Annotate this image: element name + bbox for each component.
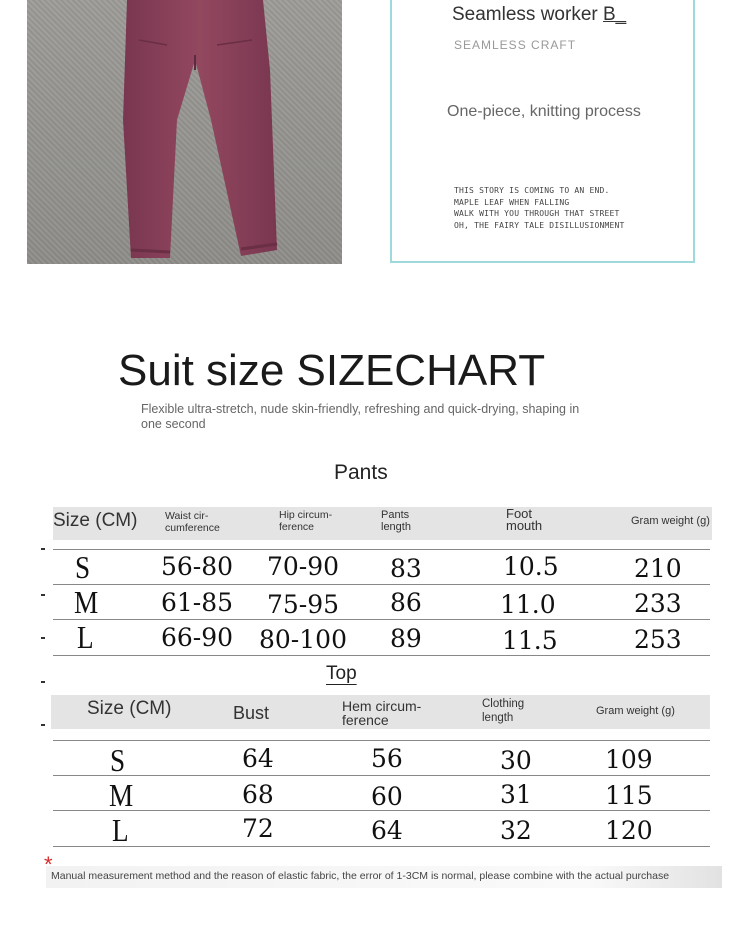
pants-length-l: 89 [390, 624, 422, 653]
pants-hip-s: 70-90 [267, 552, 340, 581]
top-header-row [51, 695, 710, 729]
pants-hip-l: 80-100 [259, 625, 347, 654]
top-size-s: S [110, 742, 126, 778]
pants-divider [53, 619, 710, 620]
top-size-m: M [109, 777, 134, 813]
story-line: WALK WITH YOU THROUGH THAT STREET [454, 209, 620, 218]
pants-divider [53, 655, 710, 656]
pants-header-row [53, 507, 712, 540]
top-weight-s: 109 [605, 745, 653, 774]
top-header-weight: Gram weight (g) [596, 705, 675, 717]
page-description: Flexible ultra-stretch, nude skin-friendly, refreshing and quick-drying, shaping in one second [141, 402, 580, 431]
card-title-text: Seamless worker [452, 4, 598, 25]
pants-length-m: 86 [390, 588, 422, 617]
story-line: THIS STORY IS COMING TO AN END. [454, 186, 610, 195]
top-divider [53, 846, 710, 847]
top-bust-l: 72 [242, 814, 274, 843]
top-header-hem: Hem circum- ference [342, 698, 422, 728]
top-weight-l: 120 [605, 816, 653, 845]
pants-header-waist: Waist cir- cumference [165, 510, 220, 534]
row-marker [41, 548, 45, 550]
row-marker [41, 594, 45, 596]
pants-header-size: Size (CM) [53, 510, 138, 531]
pants-header-weight: Gram weight (g) [631, 515, 710, 527]
pants-size-s: S [75, 549, 91, 585]
top-hem-m: 60 [371, 782, 403, 811]
pants-weight-m: 233 [634, 589, 682, 618]
card-title [452, 4, 626, 26]
pants-foot-l: 11.5 [502, 626, 558, 655]
pants-header-foot: Foot mouth [506, 506, 543, 533]
top-length-m: 31 [500, 780, 532, 809]
pants-size-m: M [74, 584, 99, 620]
pants-divider [53, 584, 710, 585]
row-marker [41, 637, 45, 639]
story-line: OH, THE FAIRY TALE DISILLUSIONMENT [454, 220, 625, 230]
pants-weight-s: 210 [634, 554, 682, 583]
pants-size-l: L [77, 619, 94, 655]
top-bust-s: 64 [242, 744, 274, 773]
top-size-l: L [112, 812, 129, 848]
card-subtitle: SEAMLESS CRAFT [454, 38, 577, 52]
pants-waist-m: 61-85 [161, 588, 234, 617]
top-header-bust: Bust [233, 703, 270, 723]
pants-divider [53, 549, 710, 550]
pants-hip-m: 75-95 [267, 590, 340, 619]
pants-foot-s: 10.5 [503, 552, 559, 581]
pants-section-title: Pants [334, 461, 388, 484]
page-title: Suit size SIZECHART [118, 346, 546, 395]
info-card [390, 0, 695, 263]
pants-waist-l: 66-90 [161, 623, 234, 652]
top-hem-s: 56 [371, 744, 403, 773]
pants-waist-s: 56-80 [161, 552, 234, 581]
pants-illustration [27, 0, 342, 264]
top-weight-m: 115 [605, 781, 653, 810]
top-length-l: 32 [500, 816, 532, 845]
card-story [454, 185, 625, 231]
top-divider [53, 740, 710, 741]
pants-header-length: Pants length [381, 509, 411, 533]
product-photo [27, 0, 342, 264]
pants-header-hip: Hip circum- ference [279, 509, 333, 533]
top-header-size: Size (CM) [87, 698, 172, 719]
top-bust-m: 68 [242, 780, 274, 809]
card-process: One-piece, knitting process [447, 103, 641, 120]
top-section-title: Top [326, 663, 357, 684]
top-hem-l: 64 [371, 816, 403, 845]
card-title-suffix: B_ [603, 4, 627, 25]
top-divider [53, 775, 710, 776]
pants-foot-m: 11.0 [500, 590, 556, 619]
pants-length-s: 83 [390, 554, 422, 583]
measurement-note: Manual measurement method and the reason of elastic fabric, the error of 1-3CM is normal, please combine with the actual purchase [51, 870, 670, 882]
pants-weight-l: 253 [634, 625, 682, 654]
row-marker [41, 724, 45, 726]
top-length-s: 30 [500, 746, 532, 775]
top-header-length: Clothing length [482, 698, 525, 724]
story-line: MAPLE LEAF WHEN FALLING [454, 197, 570, 207]
asterisk-icon: * [44, 852, 53, 877]
row-marker [41, 681, 45, 683]
